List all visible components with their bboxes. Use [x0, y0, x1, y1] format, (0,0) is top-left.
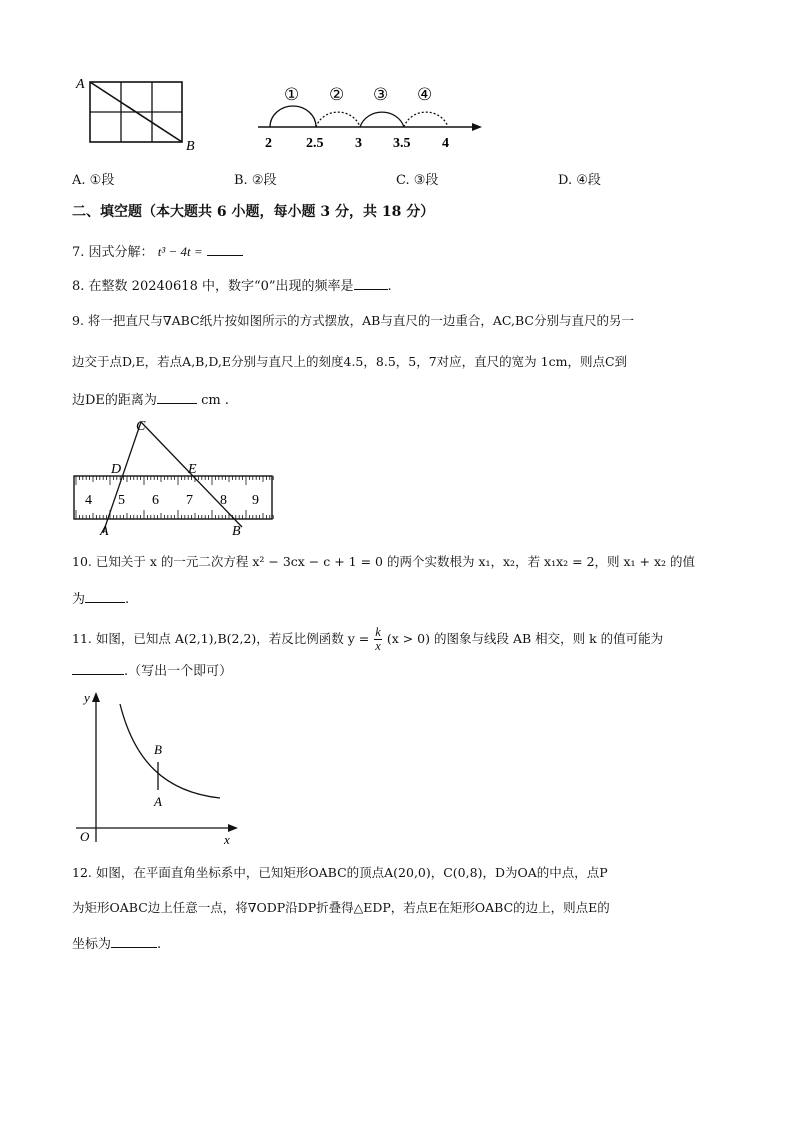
option-text: ③段 — [413, 173, 439, 188]
ruler-number: 6 — [152, 493, 159, 508]
point-a-label: A — [154, 794, 162, 809]
question-number: 9. — [72, 313, 84, 328]
answer-blank[interactable] — [354, 277, 388, 290]
numberline-figure — [250, 80, 490, 155]
answer-blank[interactable] — [207, 243, 243, 256]
y-axis-arrow — [92, 692, 100, 702]
section-title: 二、填空题（本大题共 6 小题，每小题 3 分，共 18 分） — [72, 204, 435, 220]
question-number: 11. — [72, 631, 92, 646]
point-b-label: B — [232, 524, 241, 539]
point-b-label: B — [154, 742, 162, 757]
y-axis-label: y — [84, 690, 90, 705]
graph-figure — [72, 686, 247, 846]
option-a[interactable] — [72, 173, 114, 189]
question-8 — [72, 277, 392, 295]
answer-blank[interactable] — [157, 391, 197, 404]
question-text: cm . — [201, 393, 229, 408]
question-11-line-2 — [72, 662, 232, 680]
ruler-ticks — [76, 476, 273, 519]
tick-label: 4 — [442, 136, 449, 151]
grid-label-b: B — [186, 139, 195, 154]
option-text: ①段 — [89, 173, 115, 188]
question-12-line-2: 为矩形OABC边上任意一点，将∇ODP沿DP折叠得△EDP，若点E在矩形OABC的边上，则点E的 — [72, 900, 610, 915]
question-number: 12. — [72, 865, 92, 880]
option-text: ④段 — [576, 173, 601, 188]
segment-label-3: ③ — [373, 85, 389, 104]
answer-blank[interactable] — [85, 590, 125, 603]
tick-label: 2.5 — [306, 136, 324, 151]
ruler-number: 4 — [85, 493, 92, 508]
grid-figure — [68, 68, 208, 158]
ruler-number: 9 — [252, 493, 259, 508]
question-11-line-1 — [72, 626, 663, 653]
ruler-number: 8 — [220, 493, 227, 508]
point-e-label: E — [188, 462, 197, 477]
arc-segment-3 — [360, 112, 404, 127]
hyperbola-curve — [120, 704, 220, 798]
segment-label-4: ④ — [417, 85, 433, 104]
question-number: 8. — [72, 279, 85, 294]
fraction — [374, 626, 382, 653]
fraction-numerator: k — [375, 625, 381, 639]
segment-label-2: ② — [329, 85, 345, 104]
math-expression: t³ − 4t = — [157, 244, 203, 259]
question-12-line-1 — [72, 865, 608, 881]
point-d-label: D — [111, 462, 122, 477]
question-10-line-1 — [72, 554, 695, 570]
option-text: ②段 — [251, 173, 277, 188]
question-text: 因式分解： — [88, 245, 154, 260]
option-letter: A. — [72, 173, 86, 188]
segment-label-1: ① — [284, 85, 300, 104]
ruler-number: 7 — [186, 493, 193, 508]
option-d[interactable] — [558, 173, 601, 189]
question-text: 坐标为 — [72, 937, 112, 952]
arc-segment-2 — [316, 112, 360, 127]
question-text: 如图，已知点 A(2,1),B(2,2)，若反比例函数 y = — [95, 631, 370, 646]
ruler-number: 5 — [118, 493, 125, 508]
question-text: . — [157, 937, 162, 952]
x-axis-label: x — [224, 832, 230, 846]
x-axis-arrow — [228, 824, 238, 832]
point-a-label: A — [100, 524, 109, 539]
question-number: 7. — [72, 245, 85, 260]
question-9-line-3 — [72, 391, 229, 409]
question-text: . — [387, 279, 392, 294]
answer-blank[interactable] — [111, 935, 157, 948]
question-12-line-3 — [72, 935, 161, 953]
origin-label: O — [80, 829, 90, 844]
question-10-line-2 — [72, 590, 129, 608]
question-text: (x > 0) 的图象与线段 AB 相交，则 k 的值可能为 — [386, 631, 664, 646]
answer-blank[interactable] — [72, 662, 124, 675]
arc-segment-4 — [404, 112, 448, 127]
question-7 — [72, 243, 243, 261]
ruler-figure — [70, 415, 280, 540]
question-text: 将一把直尺与∇ABC纸片按如图所示的方式摆放，AB与直尺的一边重合，AC,BC分别与直尺的另一 — [87, 313, 634, 328]
option-letter: C. — [396, 173, 410, 188]
question-text: 边DE的距离为 — [72, 393, 157, 408]
question-text: 已知关于 x 的一元二次方程 x² − 3cx − c + 1 = 0 的两个实数根为 x₁，x₂，若 x₁x₂ = 2，则 x₁ + x₂ 的值 — [95, 554, 696, 569]
question-text: 为 — [72, 592, 86, 607]
point-c-label: C — [136, 419, 146, 434]
question-text: . — [125, 592, 130, 607]
option-letter: B. — [234, 173, 248, 188]
question-text: .（写出一个即可） — [124, 664, 233, 679]
axis-arrow — [472, 123, 482, 131]
fraction-denominator: x — [375, 639, 381, 653]
ruler-body — [74, 476, 272, 519]
option-b[interactable] — [234, 173, 276, 189]
option-c[interactable] — [396, 173, 438, 189]
option-letter: D. — [558, 173, 573, 188]
question-text: 在整数 20240618 中，数字“0”出现的频率是 — [88, 279, 354, 294]
grid-label-a: A — [76, 77, 85, 92]
arc-segment-1 — [270, 106, 316, 127]
tick-label: 2 — [265, 136, 272, 151]
question-9-line-2: 边交于点D,E，若点A,B,D,E分别与直尺上的刻度4.5，8.5，5，7对应，直尺的宽为 1cm，则点C到 — [72, 354, 628, 369]
question-number: 10. — [72, 554, 92, 569]
question-9-line-1 — [72, 313, 634, 329]
question-text: 如图，在平面直角坐标系中，已知矩形OABC的顶点A(20,0)，C(0,8)，D为OA的中点，点P — [95, 865, 608, 880]
tick-label: 3 — [355, 136, 362, 151]
side-ac — [103, 422, 141, 533]
tick-label: 3.5 — [393, 136, 411, 151]
